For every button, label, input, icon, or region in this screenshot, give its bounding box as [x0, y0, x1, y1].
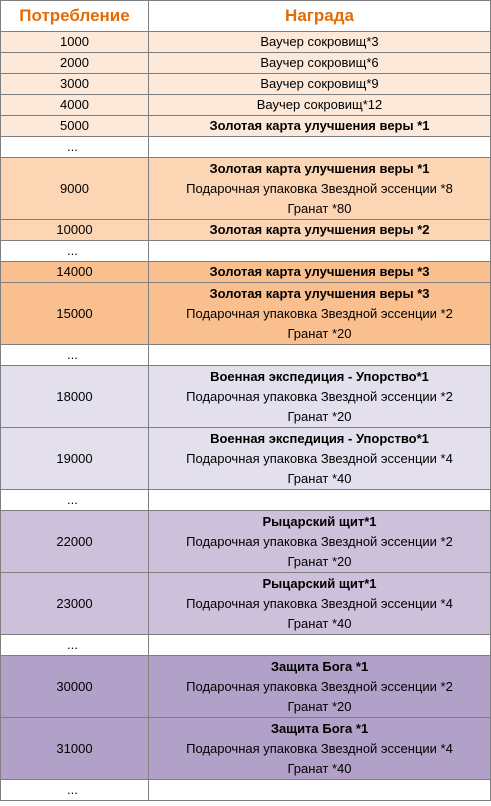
table-row — [1, 283, 491, 345]
reward-line: Рыцарский щит*1 — [262, 575, 377, 591]
table-row — [1, 573, 491, 635]
header-consumption: Потребление — [1, 1, 149, 32]
reward-line: Подарочная упаковка Звездной эссенции *4 — [186, 595, 453, 611]
table-body — [1, 32, 491, 801]
table-row — [1, 32, 491, 53]
table-row — [1, 116, 491, 137]
reward-cell — [149, 53, 491, 74]
reward-cell — [149, 158, 491, 220]
reward-cell — [149, 718, 491, 780]
reward-cell — [149, 780, 491, 801]
reward-cell — [149, 220, 491, 241]
reward-line: Ваучер сокровищ*6 — [260, 55, 379, 70]
reward-line: Золотая карта улучшения веры *2 — [209, 222, 430, 237]
reward-cell — [149, 32, 491, 53]
reward-cell — [149, 490, 491, 511]
table-row — [1, 95, 491, 116]
reward-cell — [149, 283, 491, 345]
table-row — [1, 220, 491, 241]
reward-line: Гранат *20 — [287, 325, 352, 341]
table-row — [1, 262, 491, 283]
reward-line: Гранат *40 — [287, 760, 352, 776]
ellipsis-row — [1, 137, 491, 158]
consumption-cell: 10000 — [1, 220, 149, 241]
ellipsis-cell: ... — [1, 780, 149, 801]
ellipsis-cell: ... — [1, 490, 149, 511]
reward-line: Защита Бога *1 — [270, 658, 369, 674]
consumption-cell: 3000 — [1, 74, 149, 95]
ellipsis-row — [1, 780, 491, 801]
reward-cell — [149, 116, 491, 137]
table-row — [1, 74, 491, 95]
ellipsis-cell: ... — [1, 137, 149, 158]
reward-cell — [149, 573, 491, 635]
consumption-cell: 23000 — [1, 573, 149, 635]
table-row — [1, 366, 491, 428]
consumption-cell: 1000 — [1, 32, 149, 53]
consumption-cell: 4000 — [1, 95, 149, 116]
table-row — [1, 718, 491, 780]
ellipsis-cell: ... — [1, 635, 149, 656]
reward-line: Гранат *40 — [287, 615, 352, 631]
reward-cell — [149, 241, 491, 262]
reward-line: Гранат *20 — [287, 698, 352, 714]
reward-line: Подарочная упаковка Звездной эссенции *4 — [186, 450, 453, 466]
consumption-cell: 2000 — [1, 53, 149, 74]
reward-line: Гранат *20 — [287, 408, 352, 424]
reward-line: Ваучер сокровищ*9 — [260, 76, 379, 91]
reward-cell — [149, 656, 491, 718]
reward-line: Подарочная упаковка Звездной эссенции *2 — [186, 533, 453, 549]
reward-cell — [149, 262, 491, 283]
consumption-cell: 19000 — [1, 428, 149, 490]
table-row — [1, 511, 491, 573]
ellipsis-row — [1, 345, 491, 366]
reward-cell — [149, 428, 491, 490]
consumption-cell: 15000 — [1, 283, 149, 345]
ellipsis-cell: ... — [1, 345, 149, 366]
reward-line: Защита Бога *1 — [270, 720, 369, 736]
reward-line: Военная экспедиция - Упорство*1 — [210, 368, 429, 384]
reward-cell — [149, 345, 491, 366]
reward-cell — [149, 366, 491, 428]
reward-line: Подарочная упаковка Звездной эссенции *2 — [186, 305, 453, 321]
reward-line: Гранат *20 — [287, 553, 352, 569]
reward-line: Золотая карта улучшения веры *1 — [209, 160, 430, 176]
consumption-cell: 31000 — [1, 718, 149, 780]
table-row — [1, 158, 491, 220]
reward-line: Ваучер сокровищ*12 — [256, 97, 383, 112]
reward-cell — [149, 511, 491, 573]
reward-line: Золотая карта улучшения веры *3 — [209, 285, 430, 301]
consumption-cell: 18000 — [1, 366, 149, 428]
table-row — [1, 428, 491, 490]
reward-line: Гранат *80 — [287, 200, 352, 216]
reward-line: Военная экспедиция - Упорство*1 — [210, 430, 429, 446]
ellipsis-row — [1, 490, 491, 511]
table-row — [1, 656, 491, 718]
reward-line: Подарочная упаковка Звездной эссенции *2 — [186, 388, 453, 404]
ellipsis-row — [1, 241, 491, 262]
table-row — [1, 53, 491, 74]
reward-line: Подарочная упаковка Звездной эссенции *2 — [186, 678, 453, 694]
reward-line: Гранат *40 — [287, 470, 352, 486]
header-row — [1, 1, 491, 32]
header-reward: Награда — [149, 1, 491, 32]
consumption-cell: 22000 — [1, 511, 149, 573]
reward-cell — [149, 137, 491, 158]
reward-line: Подарочная упаковка Звездной эссенции *8 — [186, 180, 453, 196]
reward-cell — [149, 74, 491, 95]
consumption-cell: 9000 — [1, 158, 149, 220]
reward-line: Рыцарский щит*1 — [262, 513, 377, 529]
consumption-cell: 30000 — [1, 656, 149, 718]
consumption-cell: 5000 — [1, 116, 149, 137]
ellipsis-cell: ... — [1, 241, 149, 262]
consumption-cell: 14000 — [1, 262, 149, 283]
reward-cell — [149, 635, 491, 656]
reward-line: Ваучер сокровищ*3 — [260, 34, 379, 49]
reward-cell — [149, 95, 491, 116]
reward-line: Подарочная упаковка Звездной эссенции *4 — [186, 740, 453, 756]
ellipsis-row — [1, 635, 491, 656]
reward-line: Золотая карта улучшения веры *1 — [209, 118, 430, 133]
reward-line: Золотая карта улучшения веры *3 — [209, 264, 430, 279]
